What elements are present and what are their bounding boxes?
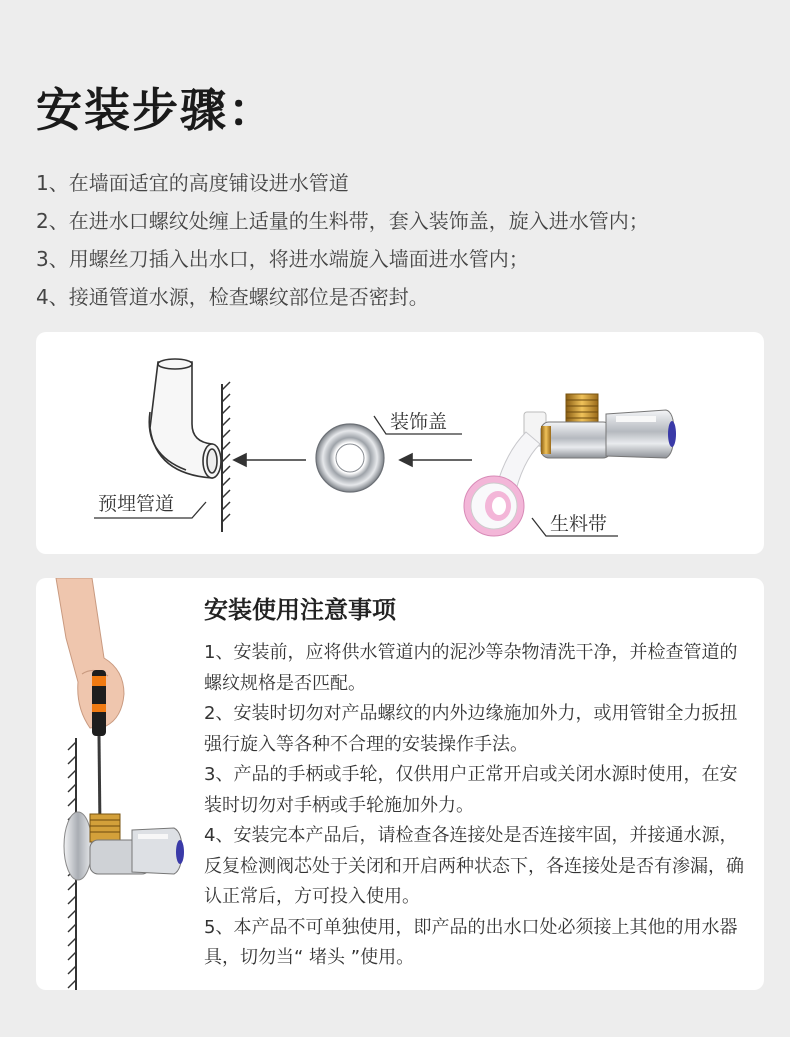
notice-item-1: 1、安装前，应将供水管道内的泥沙等杂物清洗干净，并检查管道的螺纹规格是否匹配。 (204, 642, 738, 694)
cover-label: 装饰盖 (390, 411, 448, 433)
angle-valve-icon (64, 812, 184, 880)
hand-screwdriver-illustration (36, 578, 196, 990)
tape-callout (532, 513, 618, 536)
install-steps (36, 164, 649, 316)
embedded-pipe-callout (94, 493, 206, 518)
embedded-pipe-label: 预埋管道 (98, 493, 175, 515)
tape-label: 生料带 (550, 513, 608, 535)
step-4: 4、接通管道水源，检查螺纹部位是否密封。 (36, 285, 429, 309)
ptfe-tape-icon (464, 432, 540, 536)
step-3: 3、用螺丝刀插入出水口，将进水端旋入墙面进水管内； (36, 247, 529, 271)
arrow-left-icon (400, 454, 472, 466)
embedded-pipe-icon (149, 359, 221, 478)
step-1: 1、在墙面适宜的高度铺设进水管道 (36, 171, 349, 195)
notice-item-4: 4、安装完本产品后，请检查各连接处是否连接牢固，并接通水源，反复检测阀芯处于关闭和开启两种状态下，各连接处是否有渗漏，确认正常后，方可投入使用。 (204, 825, 744, 907)
installation-diagram (36, 332, 764, 554)
screwdriver-icon (92, 670, 106, 830)
hand-icon (56, 578, 124, 728)
notice-item-5: 5、本产品不可单独使用，即产品的出水口处必须接上其他的用水器具，切勿当“ 堵头 ”使用。 (204, 916, 738, 968)
cover-callout (374, 411, 462, 434)
angle-valve-icon (524, 394, 676, 458)
usage-notice-card (36, 578, 764, 990)
notice-list (204, 638, 744, 974)
notice-item-2: 2、安装时切勿对产品螺纹的内外边缘施加外力，或用管钳全力扳扭强行旋入等各种不合理的安装操作手法。 (204, 703, 738, 755)
installation-diagram-card (36, 332, 764, 554)
wall-icon (222, 382, 230, 532)
step-2: 2、在进水口螺纹处缠上适量的生料带，套入装饰盖，旋入进水管内； (36, 209, 649, 233)
notice-item-3: 3、产品的手柄或手轮，仅供用户正常开启或关闭水源时使用，在安装时切勿对手柄或手轮施加外力。 (204, 764, 738, 816)
page-title: 安装步骤： (36, 83, 276, 137)
decorative-cover-icon (316, 424, 384, 492)
notice-title: 安装使用注意事项 (204, 596, 396, 624)
arrow-left-icon (234, 454, 306, 466)
